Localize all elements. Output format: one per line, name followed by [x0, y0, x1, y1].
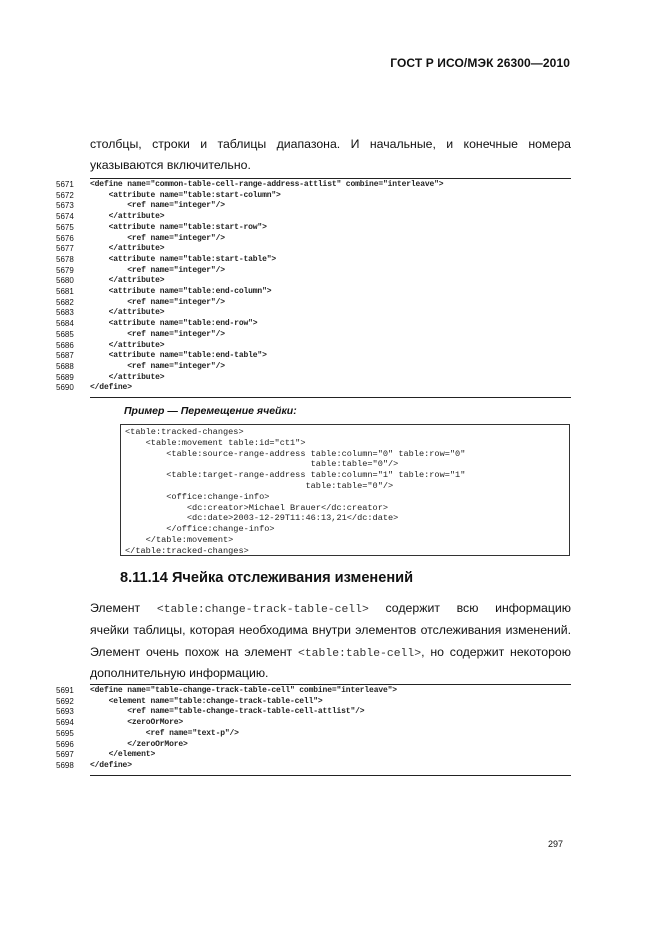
line-number: 5673 — [56, 201, 74, 211]
line-number: 5681 — [56, 287, 74, 296]
section-para-line-3 — [90, 642, 571, 666]
code-text: <ref name="integer"/> — [90, 297, 225, 307]
code-text: </element> — [90, 750, 156, 760]
line-number: 5671 — [56, 180, 74, 189]
code-text: </attribute> — [90, 308, 165, 318]
line-number: 5695 — [56, 728, 74, 738]
example-title: Пример — Перемещение ячейки: — [124, 405, 297, 417]
example-code-line: <dc:date>2003-12-29T11:46:13,21</dc:date> — [125, 513, 399, 524]
code-bottom-rule — [90, 397, 571, 398]
line-number: 5696 — [56, 739, 74, 749]
code-text: <ref name="text-p"/> — [90, 728, 239, 738]
code-text: <ref name="integer"/> — [90, 201, 225, 211]
line-number: 5672 — [56, 190, 74, 200]
para-text: , но содержит некоторою — [421, 645, 571, 659]
code-text: <attribute name="table:start-column"> — [90, 190, 281, 200]
section-para-line-2: ячейки таблицы, которая необходима внутри элементов отслеживания изменений. — [90, 623, 571, 637]
para-text: Элемент — [90, 601, 141, 615]
code-top-rule — [90, 178, 571, 179]
example-code-line: <table:target-range-address table:column="1" table:row="1" — [125, 470, 466, 481]
code-text: </define> — [90, 383, 132, 393]
line-number: 5691 — [56, 686, 74, 695]
code-text: <ref name="integer"/> — [90, 265, 225, 275]
code-text: </attribute> — [90, 372, 165, 382]
example-code-line: <table:source-range-address table:column="0" table:row="0" — [125, 448, 466, 459]
code-text: <attribute name="table:end-table"> — [90, 351, 267, 361]
code-text: </zeroOrMore> — [90, 739, 188, 749]
line-number: 5698 — [56, 760, 74, 770]
code-text: </attribute> — [90, 276, 165, 286]
line-number: 5697 — [56, 750, 74, 760]
inline-code: <table:change-track-table-cell> — [156, 604, 369, 616]
code-text: <define name="table-change-track-table-cell" combine="interleave"> — [90, 686, 397, 695]
example-code-line: <office:change-info> — [125, 491, 270, 502]
example-code-line: table:table="0"/> — [125, 459, 399, 470]
code-text: <attribute name="table:end-row"> — [90, 319, 258, 329]
example-code-line: <dc:creator>Michael Brauer</dc:creator> — [125, 502, 389, 513]
code-text: </attribute> — [90, 212, 165, 222]
code-top-rule — [90, 684, 571, 685]
code-text: <element name="table:change-track-table-cell"> — [90, 696, 323, 706]
line-number: 5679 — [56, 265, 74, 275]
code-bottom-rule — [90, 775, 571, 776]
line-number: 5694 — [56, 718, 74, 728]
document-header: ГОСТ Р ИСО/МЭК 26300—2010 — [390, 56, 570, 70]
line-number: 5684 — [56, 319, 74, 329]
para-text: содержит всю информацию — [385, 601, 572, 615]
line-number: 5686 — [56, 340, 74, 350]
code-text: <ref name="integer"/> — [90, 233, 225, 243]
code-text: <ref name="integer"/> — [90, 361, 225, 371]
line-number: 5676 — [56, 233, 74, 243]
code-text: <ref name="integer"/> — [90, 329, 225, 339]
code-text: </attribute> — [90, 244, 165, 254]
code-text: <define name="common-table-cell-range-address-attlist" combine="interleave"> — [90, 180, 444, 189]
line-number: 5677 — [56, 244, 74, 254]
line-number: 5678 — [56, 254, 74, 264]
code-text: <attribute name="table:end-column"> — [90, 287, 272, 296]
example-code-line: table:table="0"/> — [125, 481, 394, 491]
intro-line-2: указываются включительно. — [90, 158, 251, 172]
code-text: <ref name="table-change-track-table-cell-attlist"/> — [90, 707, 365, 717]
example-code-line: <table:movement table:id="ct1"> — [125, 437, 306, 448]
code-text: <zeroOrMore> — [90, 718, 184, 728]
line-number: 5688 — [56, 361, 74, 371]
section-heading: 8.11.14 Ячейка отслеживания изменений — [120, 570, 414, 586]
line-number: 5687 — [56, 351, 74, 361]
example-code-line: <table:tracked-changes> — [125, 427, 244, 437]
section-para-line-4: дополнительную информацию. — [90, 666, 269, 680]
code-text: </attribute> — [90, 340, 165, 350]
example-box — [120, 424, 570, 556]
line-number: 5682 — [56, 297, 74, 307]
intro-line-1: столбцы, строки и таблицы диапазона. И начальные, и конечные номера — [90, 137, 571, 151]
code-text: <attribute name="table:start-table"> — [90, 254, 277, 264]
code-text: </define> — [90, 760, 132, 770]
line-number: 5689 — [56, 372, 74, 382]
line-number: 5692 — [56, 696, 74, 706]
line-number: 5690 — [56, 383, 74, 393]
line-number: 5680 — [56, 276, 74, 286]
line-number: 5685 — [56, 329, 74, 339]
line-number: 5675 — [56, 222, 74, 232]
inline-code: <table:table-cell> — [298, 648, 422, 660]
line-number: 5674 — [56, 212, 74, 222]
code-text: <attribute name="table:start-row"> — [90, 222, 267, 232]
code-listing-2 — [56, 684, 571, 778]
example-code-line: </table:movement> — [125, 535, 234, 545]
code-listing-1 — [56, 178, 571, 400]
example-code-line: </office:change-info> — [125, 524, 275, 535]
example-code-line: </table:tracked-changes> — [125, 545, 249, 556]
para-text: Элемент очень похож на элемент — [90, 645, 293, 659]
section-para-line-1 — [90, 598, 571, 622]
page-number: 297 — [548, 839, 564, 849]
line-number: 5693 — [56, 707, 74, 717]
line-number: 5683 — [56, 308, 74, 318]
